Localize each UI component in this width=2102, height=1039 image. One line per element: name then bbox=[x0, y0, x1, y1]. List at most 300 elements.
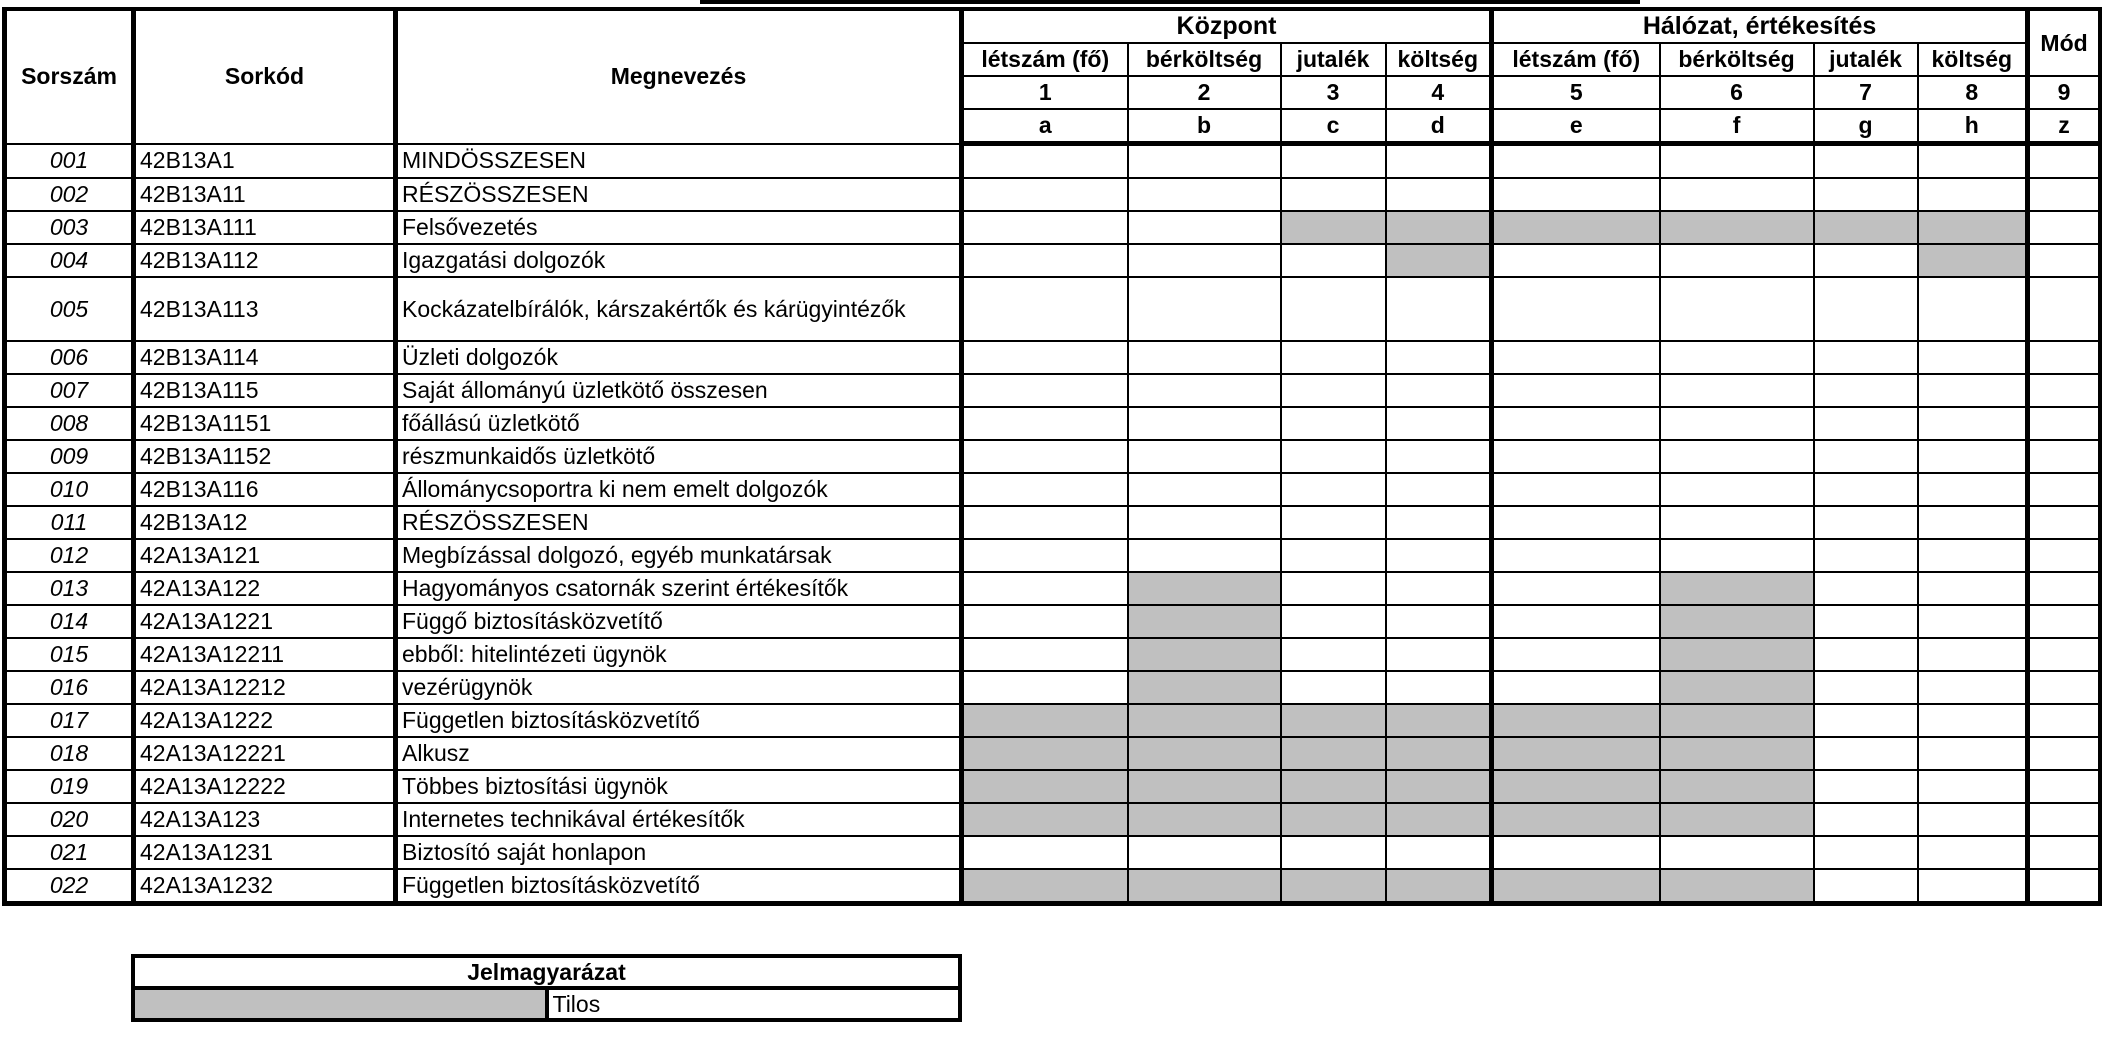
row-megnevezes: Állománycsoportra ki nem emelt dolgozók bbox=[396, 473, 962, 506]
data-cell-col-4[interactable] bbox=[1386, 178, 1492, 211]
data-cell-col-4[interactable] bbox=[1386, 374, 1492, 407]
row-megnevezes: ebből: hitelintézeti ügynök bbox=[396, 638, 962, 671]
row-sorszam: 010 bbox=[5, 473, 134, 506]
data-cell-col-4[interactable] bbox=[1386, 211, 1492, 244]
row-sorszam: 001 bbox=[5, 144, 134, 179]
data-cell-col-6[interactable] bbox=[1660, 539, 1814, 572]
data-cell-col-6[interactable] bbox=[1660, 440, 1814, 473]
data-cell-col-6[interactable] bbox=[1660, 506, 1814, 539]
data-cell-col-7[interactable] bbox=[1814, 473, 1918, 506]
data-cell-col-6[interactable] bbox=[1660, 244, 1814, 277]
data-cell-col-6[interactable] bbox=[1660, 144, 1814, 179]
data-cell-col-9[interactable] bbox=[2028, 178, 2101, 211]
data-cell-col-2[interactable] bbox=[1128, 803, 1281, 836]
data-cell-col-5[interactable] bbox=[1492, 211, 1660, 244]
data-cell-col-5[interactable] bbox=[1492, 572, 1660, 605]
row-sorkod: 42A13A1232 bbox=[134, 869, 396, 904]
data-cell-col-6[interactable] bbox=[1660, 605, 1814, 638]
header-col-number-2: 2 bbox=[1128, 76, 1281, 109]
data-cell-col-2[interactable] bbox=[1128, 407, 1281, 440]
row-megnevezes: Hagyományos csatornák szerint értékesítők bbox=[396, 572, 962, 605]
data-cell-col-2[interactable] bbox=[1128, 704, 1281, 737]
row-sorszam: 021 bbox=[5, 836, 134, 869]
data-cell-col-8[interactable] bbox=[1918, 671, 2028, 704]
row-megnevezes: Internetes technikával értékesítők bbox=[396, 803, 962, 836]
header-sub-4: költség bbox=[1386, 43, 1492, 76]
data-cell-col-3[interactable] bbox=[1281, 277, 1386, 341]
data-cell-col-8[interactable] bbox=[1918, 869, 2028, 904]
data-cell-col-2[interactable] bbox=[1128, 144, 1281, 179]
data-cell-col-7[interactable] bbox=[1814, 836, 1918, 869]
data-cell-col-9[interactable] bbox=[2028, 803, 2101, 836]
data-cell-col-6[interactable] bbox=[1660, 638, 1814, 671]
data-cell-col-6[interactable] bbox=[1660, 407, 1814, 440]
data-cell-col-7[interactable] bbox=[1814, 737, 1918, 770]
data-cell-col-1[interactable] bbox=[962, 836, 1128, 869]
data-cell-col-2[interactable] bbox=[1128, 605, 1281, 638]
table-row bbox=[5, 539, 2101, 572]
data-cell-col-5[interactable] bbox=[1492, 473, 1660, 506]
header-sorszam: Sorszám bbox=[5, 9, 134, 144]
data-cell-col-8[interactable] bbox=[1918, 506, 2028, 539]
table-row bbox=[5, 374, 2101, 407]
data-cell-col-1[interactable] bbox=[962, 638, 1128, 671]
header-group-halozat: Hálózat, értékesítés bbox=[1492, 9, 2028, 43]
table-row bbox=[5, 638, 2101, 671]
data-cell-col-8[interactable] bbox=[1918, 144, 2028, 179]
row-megnevezes: Független biztosításközvetítő bbox=[396, 869, 962, 904]
data-cell-col-9[interactable] bbox=[2028, 473, 2101, 506]
table-row bbox=[5, 244, 2101, 277]
data-cell-col-9[interactable] bbox=[2028, 374, 2101, 407]
data-cell-col-6[interactable] bbox=[1660, 211, 1814, 244]
row-sorkod: 42A13A1222 bbox=[134, 704, 396, 737]
data-cell-col-6[interactable] bbox=[1660, 473, 1814, 506]
row-megnevezes: Üzleti dolgozók bbox=[396, 341, 962, 374]
data-cell-col-9[interactable] bbox=[2028, 407, 2101, 440]
data-cell-col-7[interactable] bbox=[1814, 869, 1918, 904]
table-row bbox=[5, 770, 2101, 803]
row-sorszam: 011 bbox=[5, 506, 134, 539]
data-cell-col-5[interactable] bbox=[1492, 638, 1660, 671]
data-cell-col-1[interactable] bbox=[962, 605, 1128, 638]
row-sorkod: 42B13A112 bbox=[134, 244, 396, 277]
row-megnevezes: Többes biztosítási ügynök bbox=[396, 770, 962, 803]
data-cell-col-4[interactable] bbox=[1386, 638, 1492, 671]
data-cell-col-9[interactable] bbox=[2028, 277, 2101, 341]
data-cell-col-3[interactable] bbox=[1281, 440, 1386, 473]
data-cell-col-5[interactable] bbox=[1492, 704, 1660, 737]
data-cell-col-5[interactable] bbox=[1492, 539, 1660, 572]
data-cell-col-9[interactable] bbox=[2028, 770, 2101, 803]
header-col-number-3: 3 bbox=[1281, 76, 1386, 109]
data-cell-col-8[interactable] bbox=[1918, 407, 2028, 440]
data-cell-col-9[interactable] bbox=[2028, 671, 2101, 704]
data-cell-col-8[interactable] bbox=[1918, 572, 2028, 605]
data-cell-col-7[interactable] bbox=[1814, 803, 1918, 836]
row-sorszam: 003 bbox=[5, 211, 134, 244]
data-cell-col-8[interactable] bbox=[1918, 770, 2028, 803]
data-cell-col-1[interactable] bbox=[962, 211, 1128, 244]
row-sorszam: 012 bbox=[5, 539, 134, 572]
data-cell-col-3[interactable] bbox=[1281, 605, 1386, 638]
data-cell-col-6[interactable] bbox=[1660, 704, 1814, 737]
data-cell-col-7[interactable] bbox=[1814, 539, 1918, 572]
row-megnevezes: Igazgatási dolgozók bbox=[396, 244, 962, 277]
data-cell-col-8[interactable] bbox=[1918, 277, 2028, 341]
row-sorkod: 42A13A12222 bbox=[134, 770, 396, 803]
data-cell-col-3[interactable] bbox=[1281, 539, 1386, 572]
data-cell-col-6[interactable] bbox=[1660, 803, 1814, 836]
data-cell-col-7[interactable] bbox=[1814, 244, 1918, 277]
data-cell-col-1[interactable] bbox=[962, 869, 1128, 904]
data-cell-col-8[interactable] bbox=[1918, 440, 2028, 473]
row-megnevezes: Saját állományú üzletkötő összesen bbox=[396, 374, 962, 407]
data-cell-col-3[interactable] bbox=[1281, 407, 1386, 440]
data-cell-col-6[interactable] bbox=[1660, 737, 1814, 770]
data-cell-col-4[interactable] bbox=[1386, 539, 1492, 572]
data-cell-col-9[interactable] bbox=[2028, 539, 2101, 572]
header-col-letter-1: a bbox=[962, 109, 1128, 144]
row-sorkod: 42A13A121 bbox=[134, 539, 396, 572]
data-cell-col-7[interactable] bbox=[1814, 374, 1918, 407]
data-cell-col-9[interactable] bbox=[2028, 144, 2101, 179]
data-cell-col-2[interactable] bbox=[1128, 836, 1281, 869]
header-col-number-4: 4 bbox=[1386, 76, 1492, 109]
data-cell-col-5[interactable] bbox=[1492, 341, 1660, 374]
row-sorszam: 008 bbox=[5, 407, 134, 440]
row-megnevezes: Biztosító saját honlapon bbox=[396, 836, 962, 869]
legend-title: Jelmagyarázat bbox=[133, 956, 960, 988]
row-sorszam: 018 bbox=[5, 737, 134, 770]
data-cell-col-3[interactable] bbox=[1281, 737, 1386, 770]
header-col-number-7: 7 bbox=[1814, 76, 1918, 109]
row-sorkod: 42B13A1 bbox=[134, 144, 396, 179]
row-sorszam: 006 bbox=[5, 341, 134, 374]
header-col-letter-7: g bbox=[1814, 109, 1918, 144]
data-cell-col-2[interactable] bbox=[1128, 671, 1281, 704]
top-border-bar bbox=[700, 0, 1640, 4]
data-cell-col-9[interactable] bbox=[2028, 211, 2101, 244]
data-cell-col-6[interactable] bbox=[1660, 869, 1814, 904]
data-cell-col-5[interactable] bbox=[1492, 374, 1660, 407]
table-row bbox=[5, 277, 2101, 341]
data-cell-col-4[interactable] bbox=[1386, 506, 1492, 539]
data-cell-col-6[interactable] bbox=[1660, 671, 1814, 704]
legend-table bbox=[131, 954, 962, 1022]
data-cell-col-9[interactable] bbox=[2028, 341, 2101, 374]
data-cell-col-9[interactable] bbox=[2028, 506, 2101, 539]
row-sorkod: 42A13A1231 bbox=[134, 836, 396, 869]
data-cell-col-1[interactable] bbox=[962, 244, 1128, 277]
data-cell-col-7[interactable] bbox=[1814, 605, 1918, 638]
data-cell-col-1[interactable] bbox=[962, 144, 1128, 179]
data-cell-col-5[interactable] bbox=[1492, 277, 1660, 341]
header-sub-2: bérköltség bbox=[1128, 43, 1281, 76]
header-col-letter-6: f bbox=[1660, 109, 1814, 144]
header-col-letter-4: d bbox=[1386, 109, 1492, 144]
data-cell-col-1[interactable] bbox=[962, 737, 1128, 770]
header-col-letter-2: b bbox=[1128, 109, 1281, 144]
data-cell-col-7[interactable] bbox=[1814, 671, 1918, 704]
data-cell-col-2[interactable] bbox=[1128, 440, 1281, 473]
header-col-number-9: 9 bbox=[2028, 76, 2101, 109]
header-sub-6: bérköltség bbox=[1660, 43, 1814, 76]
data-cell-col-1[interactable] bbox=[962, 671, 1128, 704]
data-cell-col-8[interactable] bbox=[1918, 211, 2028, 244]
row-sorszam: 019 bbox=[5, 770, 134, 803]
row-sorkod: 42A13A12221 bbox=[134, 737, 396, 770]
table-row bbox=[5, 605, 2101, 638]
data-cell-col-5[interactable] bbox=[1492, 506, 1660, 539]
data-cell-col-4[interactable] bbox=[1386, 473, 1492, 506]
table-row bbox=[5, 506, 2101, 539]
data-cell-col-8[interactable] bbox=[1918, 704, 2028, 737]
data-cell-col-7[interactable] bbox=[1814, 341, 1918, 374]
data-cell-col-2[interactable] bbox=[1128, 374, 1281, 407]
data-cell-col-6[interactable] bbox=[1660, 374, 1814, 407]
row-sorszam: 022 bbox=[5, 869, 134, 904]
data-cell-col-8[interactable] bbox=[1918, 539, 2028, 572]
data-cell-col-6[interactable] bbox=[1660, 277, 1814, 341]
data-cell-col-7[interactable] bbox=[1814, 704, 1918, 737]
data-cell-col-7[interactable] bbox=[1814, 770, 1918, 803]
table-row bbox=[5, 704, 2101, 737]
header-col-number-5: 5 bbox=[1492, 76, 1660, 109]
data-cell-col-8[interactable] bbox=[1918, 836, 2028, 869]
data-cell-col-6[interactable] bbox=[1660, 836, 1814, 869]
header-col-number-8: 8 bbox=[1918, 76, 2028, 109]
data-cell-col-6[interactable] bbox=[1660, 770, 1814, 803]
table-row bbox=[5, 869, 2101, 904]
data-cell-col-2[interactable] bbox=[1128, 178, 1281, 211]
data-cell-col-4[interactable] bbox=[1386, 803, 1492, 836]
data-cell-col-1[interactable] bbox=[962, 572, 1128, 605]
data-cell-col-9[interactable] bbox=[2028, 572, 2101, 605]
data-cell-col-4[interactable] bbox=[1386, 144, 1492, 179]
data-cell-col-3[interactable] bbox=[1281, 836, 1386, 869]
data-cell-col-4[interactable] bbox=[1386, 869, 1492, 904]
row-sorszam: 009 bbox=[5, 440, 134, 473]
row-sorszam: 014 bbox=[5, 605, 134, 638]
data-cell-col-2[interactable] bbox=[1128, 211, 1281, 244]
data-cell-col-2[interactable] bbox=[1128, 869, 1281, 904]
data-cell-col-5[interactable] bbox=[1492, 803, 1660, 836]
data-cell-col-9[interactable] bbox=[2028, 836, 2101, 869]
data-cell-col-3[interactable] bbox=[1281, 770, 1386, 803]
data-cell-col-1[interactable] bbox=[962, 506, 1128, 539]
header-col-number-1: 1 bbox=[962, 76, 1128, 109]
header-col-letter-8: h bbox=[1918, 109, 2028, 144]
data-cell-col-9[interactable] bbox=[2028, 440, 2101, 473]
data-cell-col-9[interactable] bbox=[2028, 605, 2101, 638]
data-cell-col-8[interactable] bbox=[1918, 244, 2028, 277]
data-cell-col-3[interactable] bbox=[1281, 211, 1386, 244]
data-cell-col-3[interactable] bbox=[1281, 704, 1386, 737]
data-cell-col-5[interactable] bbox=[1492, 178, 1660, 211]
data-cell-col-4[interactable] bbox=[1386, 244, 1492, 277]
data-cell-col-5[interactable] bbox=[1492, 737, 1660, 770]
row-megnevezes: Független biztosításközvetítő bbox=[396, 704, 962, 737]
data-cell-col-4[interactable] bbox=[1386, 407, 1492, 440]
header-sub-1: létszám (fő) bbox=[962, 43, 1128, 76]
table-row bbox=[5, 440, 2101, 473]
table-row bbox=[5, 737, 2101, 770]
data-cell-col-7[interactable] bbox=[1814, 440, 1918, 473]
row-sorkod: 42A13A1221 bbox=[134, 605, 396, 638]
table-row bbox=[5, 407, 2101, 440]
data-cell-col-4[interactable] bbox=[1386, 605, 1492, 638]
data-cell-col-2[interactable] bbox=[1128, 539, 1281, 572]
data-cell-col-3[interactable] bbox=[1281, 506, 1386, 539]
data-cell-col-4[interactable] bbox=[1386, 836, 1492, 869]
data-cell-col-8[interactable] bbox=[1918, 374, 2028, 407]
data-cell-col-8[interactable] bbox=[1918, 178, 2028, 211]
data-cell-col-7[interactable] bbox=[1814, 277, 1918, 341]
data-cell-col-3[interactable] bbox=[1281, 374, 1386, 407]
row-sorszam: 020 bbox=[5, 803, 134, 836]
data-cell-col-7[interactable] bbox=[1814, 407, 1918, 440]
data-cell-col-7[interactable] bbox=[1814, 178, 1918, 211]
table-row bbox=[5, 836, 2101, 869]
data-cell-col-1[interactable] bbox=[962, 374, 1128, 407]
data-cell-col-9[interactable] bbox=[2028, 638, 2101, 671]
row-sorkod: 42B13A114 bbox=[134, 341, 396, 374]
row-megnevezes: Felsővezetés bbox=[396, 211, 962, 244]
data-cell-col-7[interactable] bbox=[1814, 572, 1918, 605]
data-cell-col-4[interactable] bbox=[1386, 737, 1492, 770]
table-row bbox=[5, 803, 2101, 836]
row-sorszam: 013 bbox=[5, 572, 134, 605]
data-cell-col-5[interactable] bbox=[1492, 440, 1660, 473]
table-header bbox=[5, 9, 2101, 144]
data-cell-col-3[interactable] bbox=[1281, 144, 1386, 179]
data-cell-col-3[interactable] bbox=[1281, 178, 1386, 211]
data-cell-col-7[interactable] bbox=[1814, 211, 1918, 244]
data-cell-col-2[interactable] bbox=[1128, 506, 1281, 539]
data-cell-col-1[interactable] bbox=[962, 803, 1128, 836]
header-sub-7: jutalék bbox=[1814, 43, 1918, 76]
data-cell-col-8[interactable] bbox=[1918, 737, 2028, 770]
data-cell-col-5[interactable] bbox=[1492, 244, 1660, 277]
data-cell-col-2[interactable] bbox=[1128, 572, 1281, 605]
data-cell-col-5[interactable] bbox=[1492, 605, 1660, 638]
data-cell-col-3[interactable] bbox=[1281, 638, 1386, 671]
data-cell-col-8[interactable] bbox=[1918, 638, 2028, 671]
data-cell-col-6[interactable] bbox=[1660, 178, 1814, 211]
data-cell-col-5[interactable] bbox=[1492, 770, 1660, 803]
data-cell-col-3[interactable] bbox=[1281, 244, 1386, 277]
table-body bbox=[5, 144, 2101, 904]
data-cell-col-4[interactable] bbox=[1386, 277, 1492, 341]
data-cell-col-5[interactable] bbox=[1492, 144, 1660, 179]
data-cell-col-1[interactable] bbox=[962, 770, 1128, 803]
row-sorkod: 42B13A115 bbox=[134, 374, 396, 407]
data-cell-col-3[interactable] bbox=[1281, 572, 1386, 605]
legend-gray-swatch bbox=[133, 988, 547, 1020]
data-cell-col-4[interactable] bbox=[1386, 341, 1492, 374]
data-cell-col-2[interactable] bbox=[1128, 473, 1281, 506]
data-cell-col-5[interactable] bbox=[1492, 836, 1660, 869]
data-cell-col-1[interactable] bbox=[962, 341, 1128, 374]
data-cell-col-9[interactable] bbox=[2028, 737, 2101, 770]
data-cell-col-4[interactable] bbox=[1386, 440, 1492, 473]
data-cell-col-4[interactable] bbox=[1386, 770, 1492, 803]
data-cell-col-5[interactable] bbox=[1492, 869, 1660, 904]
row-megnevezes: MINDÖSSZESEN bbox=[396, 144, 962, 179]
data-cell-col-9[interactable] bbox=[2028, 244, 2101, 277]
data-cell-col-8[interactable] bbox=[1918, 341, 2028, 374]
data-cell-col-8[interactable] bbox=[1918, 605, 2028, 638]
row-megnevezes: Alkusz bbox=[396, 737, 962, 770]
data-cell-col-3[interactable] bbox=[1281, 341, 1386, 374]
data-cell-col-9[interactable] bbox=[2028, 704, 2101, 737]
data-cell-col-2[interactable] bbox=[1128, 770, 1281, 803]
row-sorszam: 016 bbox=[5, 671, 134, 704]
data-cell-col-1[interactable] bbox=[962, 704, 1128, 737]
row-megnevezes: Kockázatelbírálók, kárszakértők és kárügyintézők bbox=[396, 277, 962, 341]
data-cell-col-9[interactable] bbox=[2028, 869, 2101, 904]
data-cell-col-7[interactable] bbox=[1814, 144, 1918, 179]
data-cell-col-1[interactable] bbox=[962, 539, 1128, 572]
row-sorkod: 42B13A116 bbox=[134, 473, 396, 506]
row-sorkod: 42A13A122 bbox=[134, 572, 396, 605]
data-cell-col-4[interactable] bbox=[1386, 704, 1492, 737]
data-cell-col-7[interactable] bbox=[1814, 638, 1918, 671]
data-cell-col-2[interactable] bbox=[1128, 341, 1281, 374]
data-cell-col-2[interactable] bbox=[1128, 737, 1281, 770]
header-sorkod: Sorkód bbox=[134, 9, 396, 144]
data-cell-col-1[interactable] bbox=[962, 277, 1128, 341]
table-row bbox=[5, 341, 2101, 374]
table-row bbox=[5, 572, 2101, 605]
row-sorkod: 42B13A111 bbox=[134, 211, 396, 244]
data-cell-col-5[interactable] bbox=[1492, 671, 1660, 704]
data-cell-col-1[interactable] bbox=[962, 178, 1128, 211]
data-cell-col-1[interactable] bbox=[962, 440, 1128, 473]
data-cell-col-7[interactable] bbox=[1814, 506, 1918, 539]
data-cell-col-5[interactable] bbox=[1492, 407, 1660, 440]
data-cell-col-1[interactable] bbox=[962, 473, 1128, 506]
data-cell-col-3[interactable] bbox=[1281, 869, 1386, 904]
data-table bbox=[2, 7, 2102, 906]
row-megnevezes: részmunkaidős üzletkötő bbox=[396, 440, 962, 473]
row-sorszam: 004 bbox=[5, 244, 134, 277]
data-cell-col-2[interactable] bbox=[1128, 244, 1281, 277]
data-cell-col-3[interactable] bbox=[1281, 671, 1386, 704]
data-cell-col-3[interactable] bbox=[1281, 803, 1386, 836]
data-cell-col-2[interactable] bbox=[1128, 277, 1281, 341]
data-cell-col-8[interactable] bbox=[1918, 803, 2028, 836]
data-cell-col-8[interactable] bbox=[1918, 473, 2028, 506]
data-cell-col-6[interactable] bbox=[1660, 572, 1814, 605]
header-megnevezes: Megnevezés bbox=[396, 9, 962, 144]
data-cell-col-3[interactable] bbox=[1281, 473, 1386, 506]
header-sub-3: jutalék bbox=[1281, 43, 1386, 76]
data-cell-col-4[interactable] bbox=[1386, 671, 1492, 704]
row-sorszam: 002 bbox=[5, 178, 134, 211]
data-cell-col-1[interactable] bbox=[962, 407, 1128, 440]
data-cell-col-2[interactable] bbox=[1128, 638, 1281, 671]
row-sorkod: 42B13A113 bbox=[134, 277, 396, 341]
row-sorszam: 015 bbox=[5, 638, 134, 671]
row-sorszam: 017 bbox=[5, 704, 134, 737]
data-cell-col-6[interactable] bbox=[1660, 341, 1814, 374]
legend-tilos-label: Tilos bbox=[547, 988, 961, 1020]
data-cell-col-4[interactable] bbox=[1386, 572, 1492, 605]
table-row bbox=[5, 211, 2101, 244]
row-sorszam: 007 bbox=[5, 374, 134, 407]
